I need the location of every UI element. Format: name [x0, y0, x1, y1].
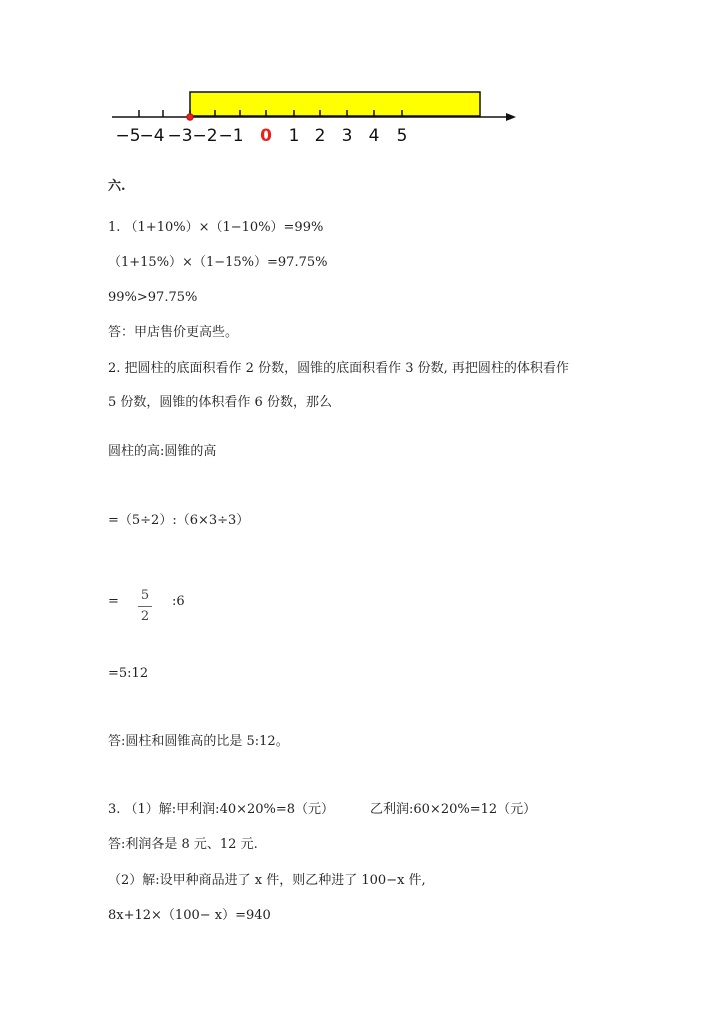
axis-arrowhead	[506, 113, 516, 121]
text-line-13: 答:利润各是 8 元、12 元.	[108, 837, 258, 852]
highlight-region	[190, 92, 480, 116]
fraction-bar	[138, 606, 152, 607]
fraction-five-halves	[138, 588, 152, 625]
section-heading: 六.	[108, 179, 126, 194]
text-line-1: 1. （1+10%）×（1−10%）=99%	[108, 220, 324, 235]
text-line-2: （1+15%）×（1−15%）=97.75%	[108, 255, 328, 270]
text-line-9-suffix: :6	[172, 594, 185, 609]
tick-label: 1	[288, 126, 300, 146]
text-line-15: 8x+12×（100− x）=940	[108, 908, 271, 923]
text-line-9-prefix: =	[108, 594, 119, 609]
fraction-numerator: 5	[140, 588, 150, 603]
text-line-14: （2）解:设甲种商品进了 x 件，则乙种进了 100−x 件,	[108, 873, 426, 888]
tick-label: 5	[396, 126, 408, 146]
text-line-4: 答：甲店售价更高些。	[108, 325, 239, 340]
text-line-8: =（5÷2）:（6×3÷3）	[108, 513, 250, 528]
tick-label: −3	[167, 126, 193, 146]
tick-label: 0	[260, 126, 272, 146]
text-line-10: =5:12	[108, 666, 149, 681]
text-line-12b: 乙利润:60×20%=12（元）	[370, 802, 537, 817]
number-line-figure	[0, 0, 720, 160]
tick-label: 3	[341, 126, 353, 146]
tick-label: −4	[139, 126, 165, 146]
text-line-7: 圆柱的高:圆锥的高	[108, 444, 217, 459]
text-line-3: 99%>97.75%	[108, 290, 198, 305]
tick-label: 4	[368, 126, 380, 146]
fraction-denominator: 2	[140, 609, 150, 624]
tick-label: 2	[314, 126, 326, 146]
tick-label: −5	[115, 126, 141, 146]
open-endpoint-marker	[187, 114, 193, 120]
text-line-12a: 3. （1）解:甲利润:40×20%=8（元）	[108, 802, 335, 817]
tick-label: −2	[192, 126, 218, 146]
text-line-11: 答:圆柱和圆锥高的比是 5:12。	[108, 734, 289, 749]
text-line-6: 5 份数，圆锥的体积看作 6 份数，那么	[108, 395, 332, 410]
tick-label: −1	[218, 126, 244, 146]
text-line-5: 2. 把圆柱的底面积看作 2 份数，圆锥的底面积看作 3 份数, 再把圆柱的体积看作	[108, 361, 569, 376]
